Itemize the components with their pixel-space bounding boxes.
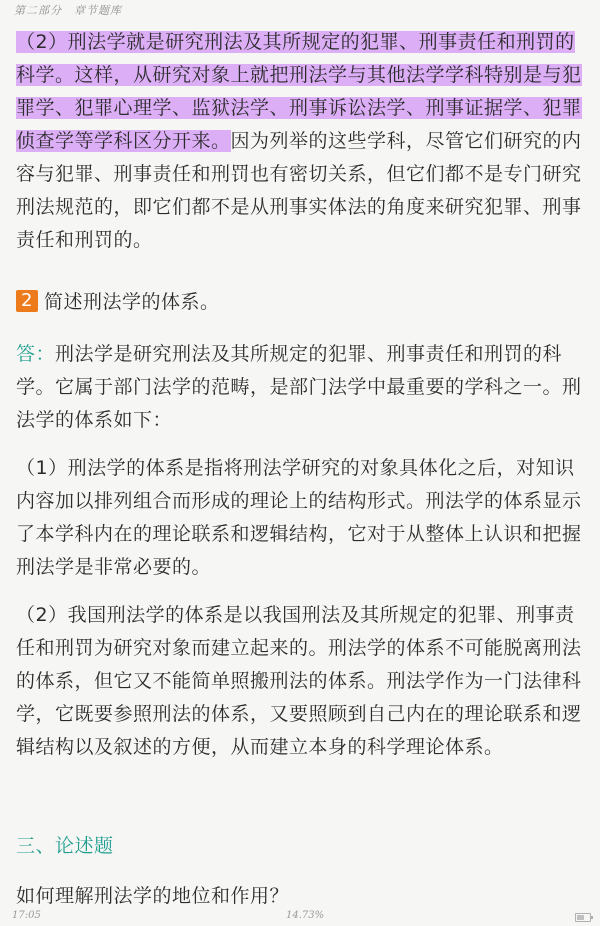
answer-point-1: （1）刑法学的体系是指将刑法学研究的对象具体化之后，对知识内容加以排列组合而形成的理论上的结构形式。刑法学的体系显示了本学科内在的理论联系和逻辑结构，它对于从整体上认识和把握刑法学是非常必要的。 [16, 457, 582, 578]
paragraph-highlighted [16, 26, 586, 257]
question-item [16, 286, 586, 319]
answer-label: 答： [16, 343, 56, 365]
answer-text: 刑法学是研究刑法及其所规定的犯罪、刑事责任和刑罚的科学。它属于部门法学的范畴，是部门法学中最重要的学科之一。刑法学的体系如下： [16, 343, 582, 431]
clock-time: 17:05 [12, 910, 41, 921]
question-text: 简述刑法学的体系。 [44, 291, 220, 313]
page-header: 第二部分 章节题库 [14, 4, 122, 17]
text-highlight[interactable]: （2）刑法学就是研究刑法及其所规定的犯罪、刑事责任和刑罚的科学。这样，从研究对象上就把刑法学与其他法学学科特别是与犯罪学、犯罪心理学、监狱法学、刑事诉讼法学、刑事证据学、犯罪侦查学等学科区分开来。 [16, 31, 582, 152]
battery-level-fill [577, 915, 584, 920]
battery-icon [575, 913, 591, 922]
answer-paragraph [16, 338, 586, 437]
section-heading: 三、论述题 [16, 835, 114, 857]
paragraph-text: 因为列举的这些学科，尽管它们研究的内容与犯罪、刑事责任和刑罚也有密切关系，但它们都不是专门研究刑法规范的，即它们都不是从刑事实体法的角度来研究犯罪、刑事责任和刑罚的。 [16, 130, 582, 251]
question-number-badge: 2 [16, 290, 38, 312]
status-bar [0, 906, 600, 926]
answer-point-2: （2）我国刑法学的体系是以我国刑法及其所规定的犯罪、刑事责任和刑罚为研究对象而建立起来的。刑法学的体系不可能脱离刑法的体系，但它又不能简单照搬刑法的体系。刑法学作为一门法律科学，它既要参照刑法的体系，又要照顾到自己内在的理论联系和逻辑结构以及叙述的方便，从而建立本身的科学理论体系。 [16, 604, 582, 758]
reading-progress: 14.73% [286, 910, 325, 921]
essay-question: 如何理解刑法学的地位和作用？ [16, 885, 290, 907]
